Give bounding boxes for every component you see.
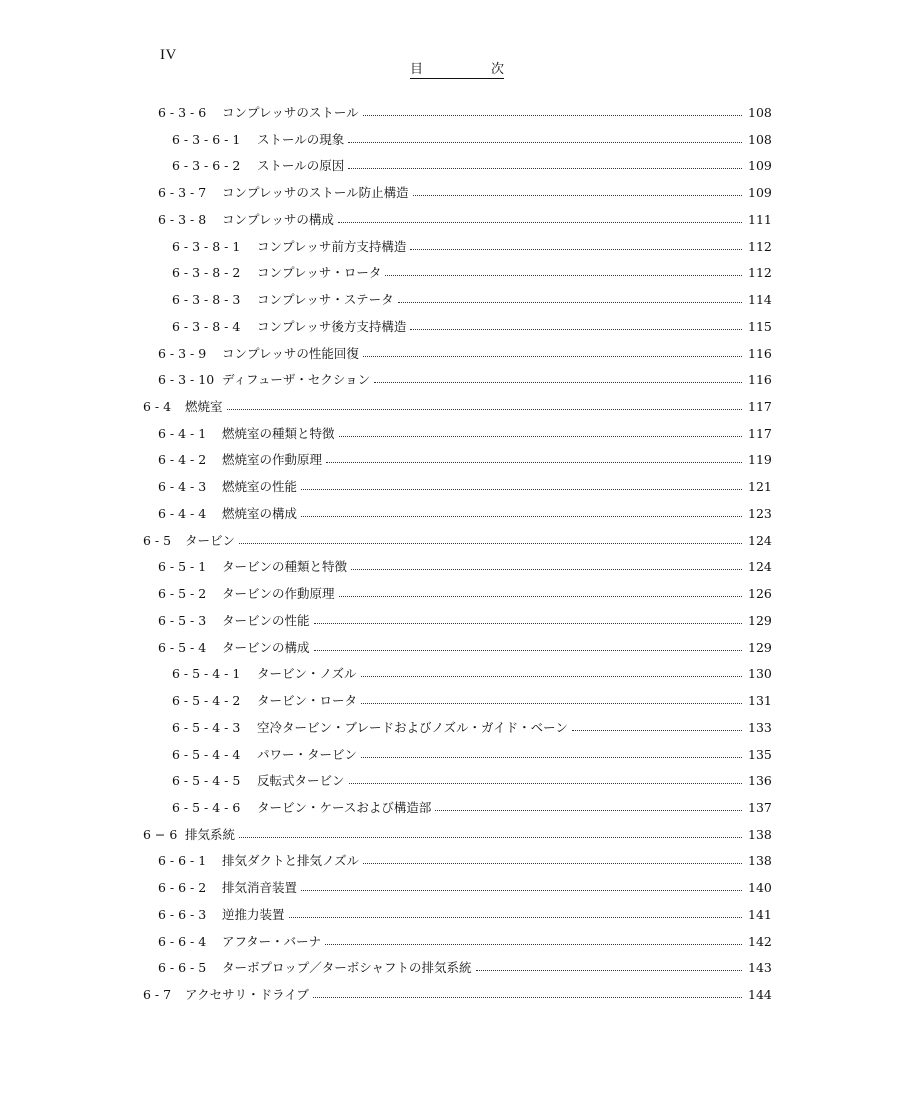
toc-entry-page: 123 <box>748 505 772 521</box>
dot-leader <box>339 436 742 437</box>
toc-entry[interactable] <box>0 420 770 446</box>
page-number: IV <box>160 47 177 63</box>
toc-entry-number: 6 - 6 - 5 <box>158 959 207 975</box>
toc-entry-title: タービン・ノズル <box>257 666 357 681</box>
toc-entry[interactable] <box>0 767 770 793</box>
toc-entry-title: 燃焼室 <box>185 399 223 414</box>
toc-entry-page: 116 <box>748 371 772 387</box>
toc-entry-page: 117 <box>748 398 772 414</box>
toc-entry-page: 133 <box>748 719 772 735</box>
toc-entry-number: 6 - 5 - 3 <box>158 612 207 628</box>
toc-entry-number: 6 - 4 - 3 <box>158 478 207 494</box>
toc-entry-title: タービンの種類と特徴 <box>222 559 348 574</box>
toc-entry-number: 6 - 3 - 8 - 4 <box>172 318 241 334</box>
toc-entry-number: 6 - 3 - 8 - 1 <box>172 238 241 254</box>
toc-entry-number: 6 - 3 - 6 - 1 <box>172 131 241 147</box>
toc-heading-char-2: 次 <box>490 62 504 77</box>
dot-leader <box>572 730 742 731</box>
toc-entry[interactable] <box>0 527 770 553</box>
toc-entry[interactable] <box>0 607 770 633</box>
dot-leader <box>374 382 742 383</box>
toc-entry[interactable] <box>0 634 770 660</box>
toc-entry-number: 6 - 5 - 4 - 1 <box>172 665 241 681</box>
toc-entry-page: 112 <box>748 238 772 254</box>
toc-entry-title: パワー・タービン <box>257 747 358 762</box>
toc-entry-title: コンプレッサ・ロータ <box>257 265 382 280</box>
toc-entry-page: 131 <box>748 692 772 708</box>
toc-entry[interactable] <box>0 928 770 954</box>
toc-entry-page: 119 <box>748 451 772 467</box>
toc-entry-page: 144 <box>748 986 772 1002</box>
toc-entry-number: 6 - 4 <box>143 398 172 414</box>
dot-leader <box>301 890 742 891</box>
toc-entry-title: ターボプロップ／ターボシャフトの排気系統 <box>222 960 472 975</box>
toc-entry-page: 130 <box>748 665 772 681</box>
toc-heading-char-1: 目 <box>410 62 455 77</box>
toc-entry-number: 6 - 3 - 8 <box>158 211 207 227</box>
toc-entry-page: 124 <box>748 558 772 574</box>
dot-leader <box>239 837 742 838</box>
toc-entry-title: 燃焼室の作動原理 <box>222 452 323 467</box>
dot-leader <box>476 970 742 971</box>
dot-leader <box>361 703 742 704</box>
toc-entry-title: 逆推力装置 <box>222 907 285 922</box>
toc-entry[interactable] <box>0 874 770 900</box>
toc-entry-page: 126 <box>748 585 772 601</box>
dot-leader <box>239 543 742 544</box>
toc-entry-page: 109 <box>748 184 772 200</box>
toc-entry-number: 6 - 4 - 1 <box>158 425 207 441</box>
toc-entry-title: 排気ダクトと排気ノズル <box>222 853 360 868</box>
dot-leader <box>349 783 742 784</box>
toc-entry[interactable] <box>0 206 770 232</box>
toc-entry-page: 114 <box>748 291 772 307</box>
toc-entry[interactable] <box>0 687 770 713</box>
toc-entry-number: 6 - 5 - 4 - 3 <box>172 719 241 735</box>
toc-entry-title: 排気消音装置 <box>222 880 298 895</box>
toc-entry-title: コンプレッサの性能回復 <box>222 346 359 361</box>
toc-entry-number: 6 - 6 - 3 <box>158 906 207 922</box>
toc-entry[interactable] <box>0 794 770 820</box>
toc-entry[interactable] <box>0 500 770 526</box>
dot-leader <box>227 409 742 410</box>
dot-leader <box>313 997 742 998</box>
toc-entry-title: タービン・ロータ <box>257 693 358 708</box>
dot-leader <box>363 863 742 864</box>
dot-leader <box>410 329 742 330</box>
toc-entry[interactable] <box>0 259 770 285</box>
toc-entry[interactable] <box>0 741 770 767</box>
toc-entry-page: 141 <box>748 906 772 922</box>
toc-entry-number: 6 - 7 <box>143 986 172 1002</box>
toc-entry-title: タービン <box>185 533 236 548</box>
toc-entry-page: 129 <box>748 639 772 655</box>
toc-entry-title: タービンの性能 <box>222 613 310 628</box>
dot-leader <box>398 302 742 303</box>
toc-entry[interactable] <box>0 821 770 847</box>
toc-entry-title: コンプレッサ・ステータ <box>257 292 394 307</box>
toc-entry[interactable] <box>0 313 770 339</box>
toc-entry-number: 6 - 3 - 9 <box>158 345 207 361</box>
toc-entry-page: 111 <box>748 211 772 227</box>
dot-leader <box>301 489 742 490</box>
dot-leader <box>435 810 742 811</box>
toc-entry[interactable] <box>0 473 770 499</box>
dot-leader <box>351 569 742 570</box>
toc-entry-title: ディフューザ・セクション <box>222 372 371 387</box>
dot-leader <box>326 462 742 463</box>
toc-entry-page: 108 <box>748 104 772 120</box>
toc-entry-number: 6 - 5 - 1 <box>158 558 207 574</box>
dot-leader <box>348 168 742 169</box>
toc-entry-title: 燃焼室の性能 <box>222 479 298 494</box>
toc-entry-number: 6 - 3 - 6 <box>158 104 207 120</box>
toc-entry-page: 135 <box>748 746 772 762</box>
toc-entry-number: 6 - 6 - 2 <box>158 879 207 895</box>
toc-entry-page: 109 <box>748 157 772 173</box>
toc-entry-number: 6 − 6 <box>143 826 178 842</box>
dot-leader <box>385 275 742 276</box>
toc-entry[interactable] <box>0 286 770 312</box>
dot-leader <box>339 596 742 597</box>
toc-entry-number: 6 - 6 - 1 <box>158 852 207 868</box>
toc-entry-page: 116 <box>748 345 772 361</box>
toc-entry-page: 112 <box>748 264 772 280</box>
toc-entry[interactable] <box>0 233 770 259</box>
toc-entry[interactable] <box>0 99 770 125</box>
toc-entry-title: ストールの原因 <box>257 158 345 173</box>
toc-entry-page: 142 <box>748 933 772 949</box>
toc-entry[interactable] <box>0 954 770 980</box>
toc-entry-number: 6 - 3 - 7 <box>158 184 207 200</box>
toc-entry[interactable] <box>0 847 770 873</box>
toc-entry-page: 138 <box>748 852 772 868</box>
dot-leader <box>413 195 742 196</box>
toc-entry-title: コンプレッサのストール防止構造 <box>222 185 409 200</box>
toc-entry-page: 138 <box>748 826 772 842</box>
toc-entry-number: 6 - 5 - 4 - 4 <box>172 746 241 762</box>
toc-entry[interactable] <box>0 179 770 205</box>
toc-heading <box>410 62 504 79</box>
toc-entry[interactable] <box>0 660 770 686</box>
dot-leader <box>314 623 742 624</box>
toc-entry[interactable] <box>0 393 770 419</box>
toc-entry-number: 6 - 3 - 8 - 2 <box>172 264 241 280</box>
dot-leader <box>301 516 742 517</box>
toc-entry-number: 6 - 5 - 2 <box>158 585 207 601</box>
toc-entry[interactable] <box>0 714 770 740</box>
toc-entry-page: 136 <box>748 772 772 788</box>
toc-entry[interactable] <box>0 340 770 366</box>
toc-entry-title: アフター・バーナ <box>222 934 322 949</box>
toc-entry-number: 6 - 4 - 2 <box>158 451 207 467</box>
toc-entry[interactable] <box>0 580 770 606</box>
toc-entry[interactable] <box>0 901 770 927</box>
toc-entry-number: 6 - 5 <box>143 532 172 548</box>
dot-leader <box>325 944 742 945</box>
toc-entry-page: 129 <box>748 612 772 628</box>
dot-leader <box>338 222 742 223</box>
dot-leader <box>361 676 742 677</box>
toc-entry-number: 6 - 5 - 4 - 2 <box>172 692 241 708</box>
toc-entry-title: コンプレッサ後方支持構造 <box>257 319 407 334</box>
dot-leader <box>363 356 742 357</box>
dot-leader <box>410 249 742 250</box>
toc-entry-page: 108 <box>748 131 772 147</box>
toc-entry-page: 124 <box>748 532 772 548</box>
toc-entry-number: 6 - 3 - 6 - 2 <box>172 157 241 173</box>
toc-entry-number: 6 - 5 - 4 <box>158 639 207 655</box>
dot-leader <box>289 917 742 918</box>
toc-entry-page: 115 <box>748 318 772 334</box>
dot-leader <box>314 650 742 651</box>
toc-entry-title: 燃焼室の構成 <box>222 506 298 521</box>
toc-entry-number: 6 - 5 - 4 - 5 <box>172 772 241 788</box>
toc-entry-title: 空冷タービン・ブレードおよびノズル・ガイド・ベーン <box>257 720 568 735</box>
toc-entry-number: 6 - 3 - 8 - 3 <box>172 291 241 307</box>
toc-entry-page: 137 <box>748 799 772 815</box>
toc-entry[interactable] <box>0 366 770 392</box>
toc-entry-title: 反転式タービン <box>257 773 345 788</box>
toc-entry-page: 121 <box>748 478 772 494</box>
toc-entry-title: タービンの構成 <box>222 640 310 655</box>
toc-entry-title: アクセサリ・ドライブ <box>185 987 309 1002</box>
toc-entry-title: 排気系統 <box>185 827 236 842</box>
toc-entry-title: コンプレッサの構成 <box>222 212 334 227</box>
toc-entry-number: 6 - 4 - 4 <box>158 505 207 521</box>
toc-entry-number: 6 - 6 - 4 <box>158 933 207 949</box>
toc-entry[interactable] <box>0 446 770 472</box>
toc-entry-title: コンプレッサのストール <box>222 105 359 120</box>
dot-leader <box>363 115 742 116</box>
toc-entry-title: ストールの現象 <box>257 132 345 147</box>
toc-entry-title: タービンの作動原理 <box>222 586 335 601</box>
toc-entry-title: コンプレッサ前方支持構造 <box>257 239 407 254</box>
toc-entry[interactable] <box>0 981 770 1007</box>
toc-entry[interactable] <box>0 152 770 178</box>
toc-entry[interactable] <box>0 126 770 152</box>
toc-entry-page: 143 <box>748 959 772 975</box>
dot-leader <box>361 757 742 758</box>
toc-entry-number: 6 - 3 - 10 <box>158 371 215 387</box>
toc-entry[interactable] <box>0 553 770 579</box>
toc-entry-page: 140 <box>748 879 772 895</box>
dot-leader <box>348 142 742 143</box>
toc-entry-page: 117 <box>748 425 772 441</box>
toc-entry-number: 6 - 5 - 4 - 6 <box>172 799 241 815</box>
toc-entry-title: タービン・ケースおよび構造部 <box>257 800 432 815</box>
toc-entry-title: 燃焼室の種類と特徴 <box>222 426 335 441</box>
